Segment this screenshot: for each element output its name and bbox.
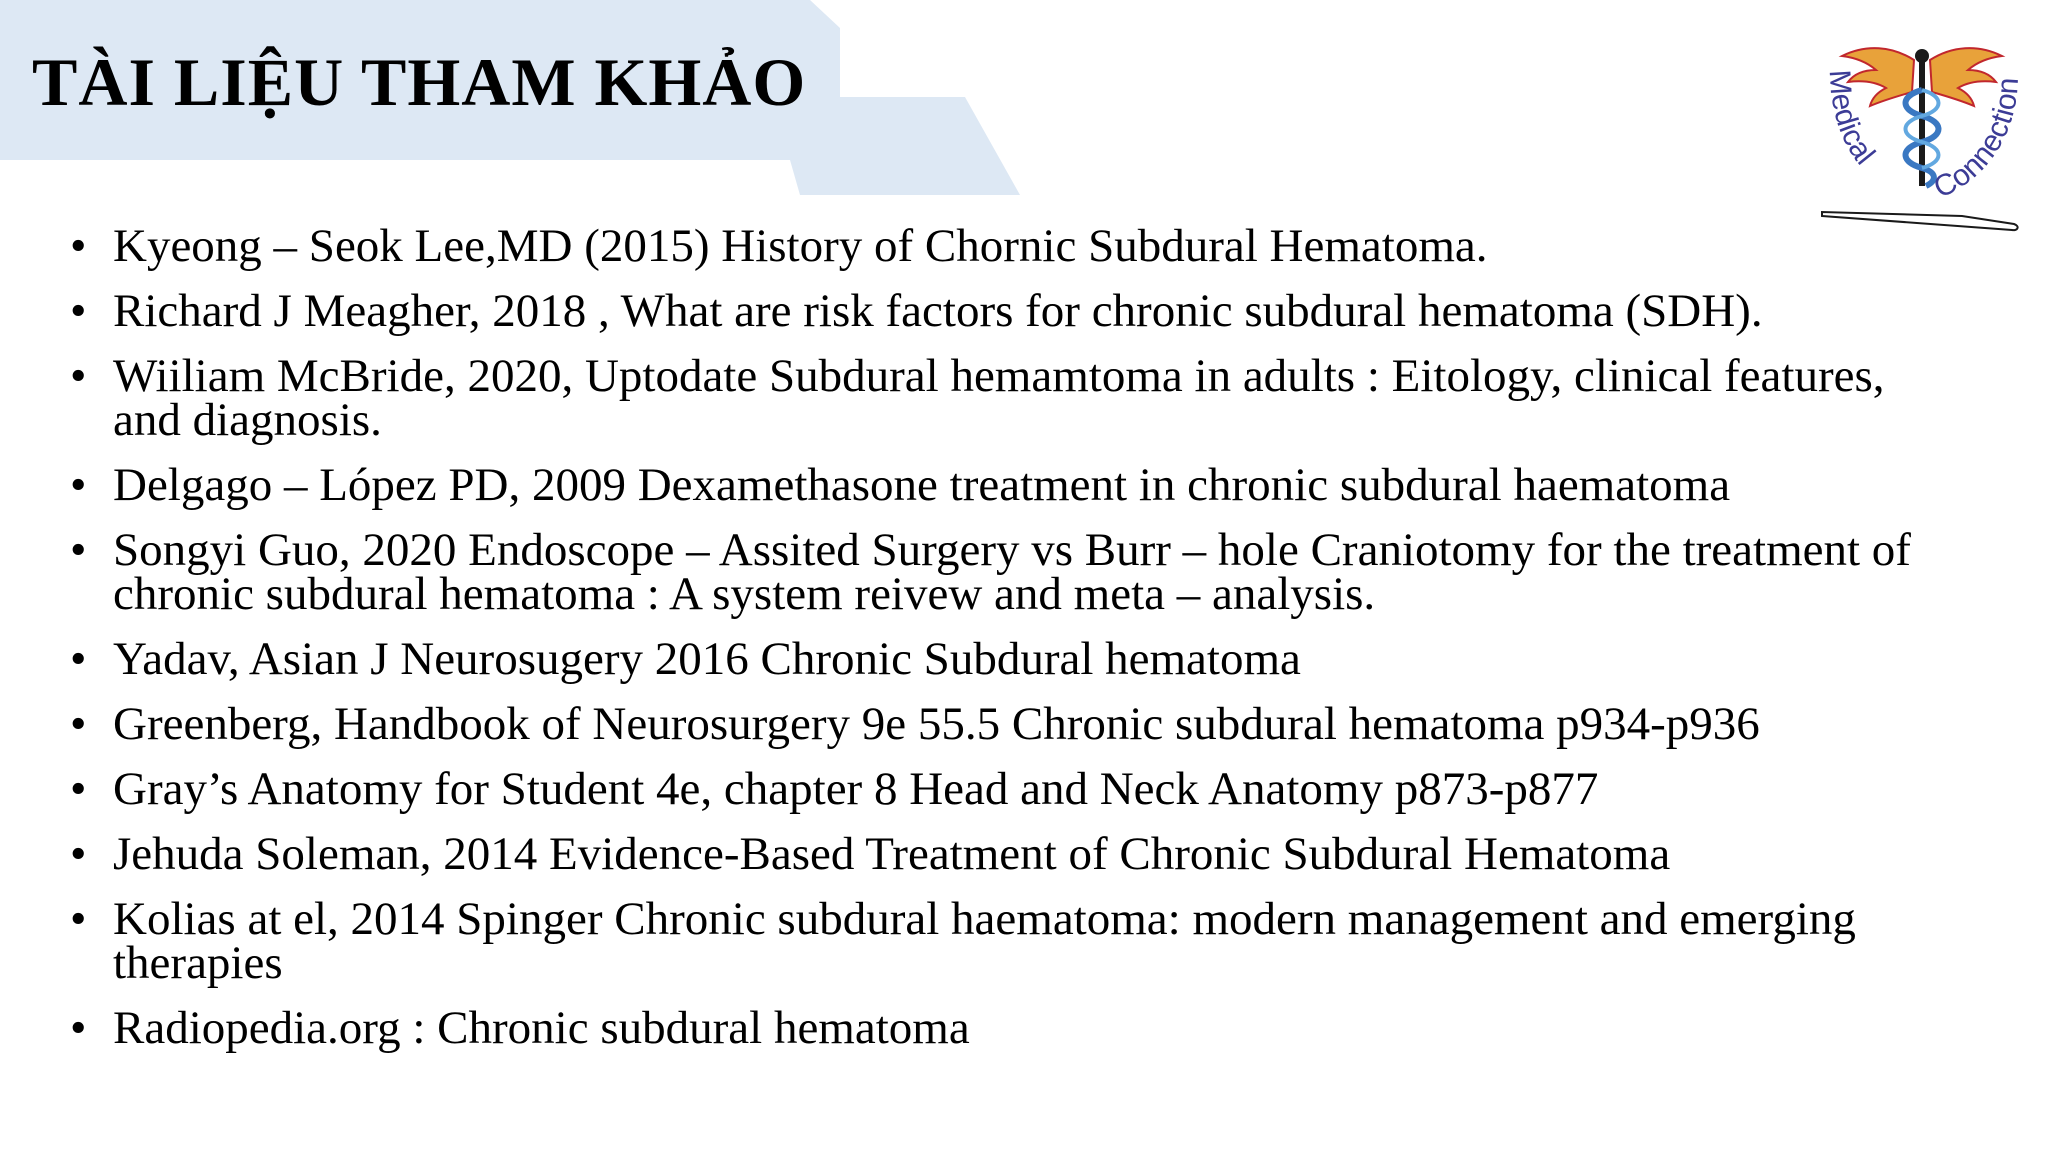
reference-item: • Songyi Guo, 2020 Endoscope – Assited Surgery vs Burr – hole Craniotomy for the treatment of chronic subdural hematoma : A system reivew and meta – analysis. xyxy=(70,528,1913,616)
page-title: TÀI LIỆU THAM KHẢO xyxy=(32,44,807,120)
reference-item: • Radiopedia.org : Chronic subdural hematoma xyxy=(70,1006,1970,1050)
reference-item: • Gray’s Anatomy for Student 4e, chapter 8 Head and Neck Anatomy p873-p877 xyxy=(70,767,1970,811)
staff-knob-icon xyxy=(1915,49,1929,63)
logo-text-connection: Connection xyxy=(1928,76,2026,205)
reference-item: • Kolias at el, 2014 Spinger Chronic subdural haematoma: modern management and emerging therapies xyxy=(70,897,1913,985)
logo-text-medical: Medical xyxy=(1822,68,1882,171)
reference-list xyxy=(70,220,1970,1071)
reference-item: • Jehuda Soleman, 2014 Evidence-Based Treatment of Chronic Subdural Hematoma xyxy=(70,832,1970,876)
medical-connection-logo xyxy=(1812,30,2032,245)
reference-item: • Wiiliam McBride, 2020, Uptodate Subdural hemamtoma in adults : Eitology, clinical features, and diagnosis. xyxy=(70,354,1913,442)
reference-item: • Yadav, Asian J Neurosugery 2016 Chronic Subdural hematoma xyxy=(70,637,1970,681)
reference-item: • Richard J Meagher, 2018 , What are risk factors for chronic subdural hematoma (SDH). xyxy=(70,289,1970,333)
reference-item: • Delgago – López PD, 2009 Dexamethasone treatment in chronic subdural haematoma xyxy=(70,463,1970,507)
reference-item: • Kyeong – Seok Lee,MD (2015) History of Chornic Subdural Hematoma. xyxy=(70,224,1970,268)
reference-item: • Greenberg, Handbook of Neurosurgery 9e 55.5 Chronic subdural hematoma p934-p936 xyxy=(70,702,1970,746)
